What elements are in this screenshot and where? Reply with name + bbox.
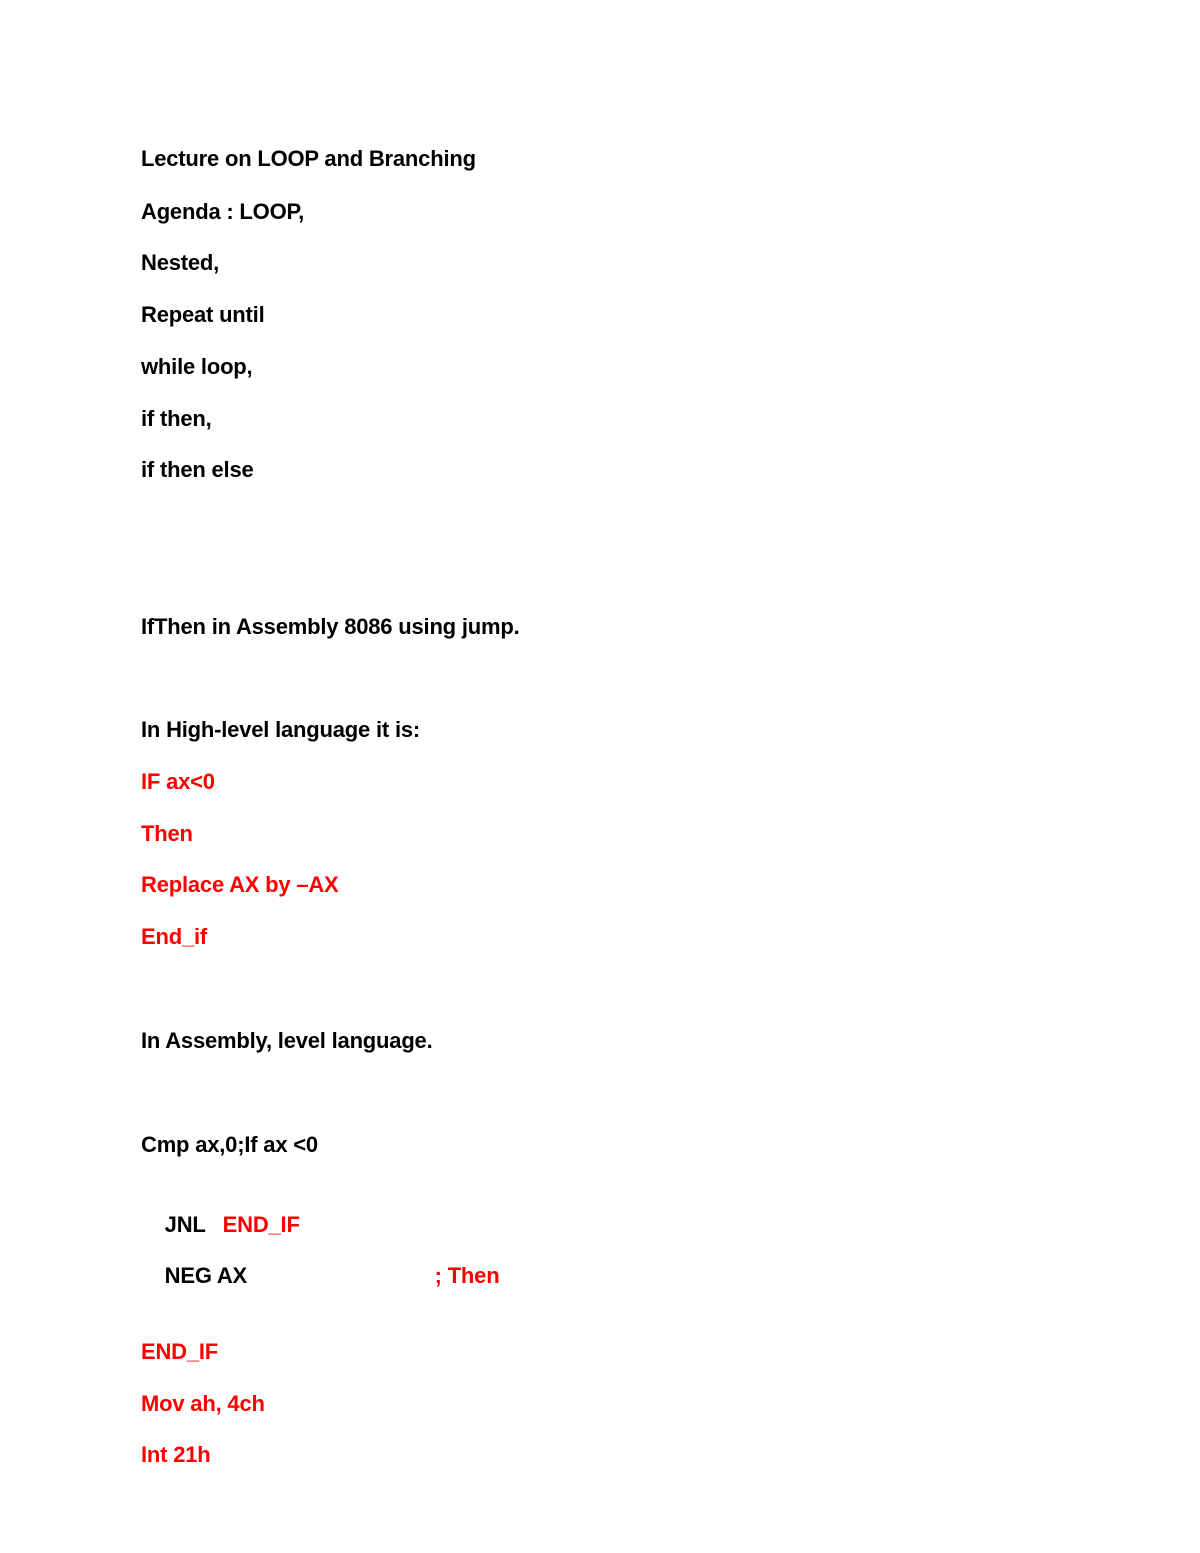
assembly-neg-line — [141, 1234, 499, 1318]
agenda-item: Agenda : LOOP, — [141, 199, 305, 224]
agenda-item: if then, — [141, 406, 212, 431]
assembly-intro: In Assembly, level language. — [141, 1028, 433, 1053]
neg-comment: ; Then — [434, 1263, 500, 1288]
agenda-item: Repeat until — [141, 302, 265, 327]
jnl-opcode: JNL — [164, 1212, 206, 1237]
high-level-intro: In High-level language it is: — [141, 717, 421, 742]
high-level-code-line: Then — [141, 821, 193, 846]
neg-instruction: NEG AX — [164, 1263, 247, 1288]
assembly-end-line: Mov ah, 4ch — [141, 1391, 265, 1416]
agenda-item: if then else — [141, 457, 254, 482]
assembly-end-line: Int 21h — [141, 1442, 211, 1467]
section-heading: IfThen in Assembly 8086 using jump. — [141, 614, 520, 639]
high-level-code-line: Replace AX by –AX — [141, 872, 339, 897]
jnl-target-label: END_IF — [222, 1212, 300, 1237]
agenda-item: while loop, — [141, 354, 253, 379]
high-level-code-line: IF ax<0 — [141, 769, 215, 794]
assembly-cmp-line: Cmp ax,0;If ax <0 — [141, 1132, 318, 1157]
assembly-end-line: END_IF — [141, 1339, 219, 1364]
high-level-code-line: End_if — [141, 924, 208, 949]
document-title: Lecture on LOOP and Branching — [141, 146, 476, 171]
agenda-item: Nested, — [141, 250, 220, 275]
